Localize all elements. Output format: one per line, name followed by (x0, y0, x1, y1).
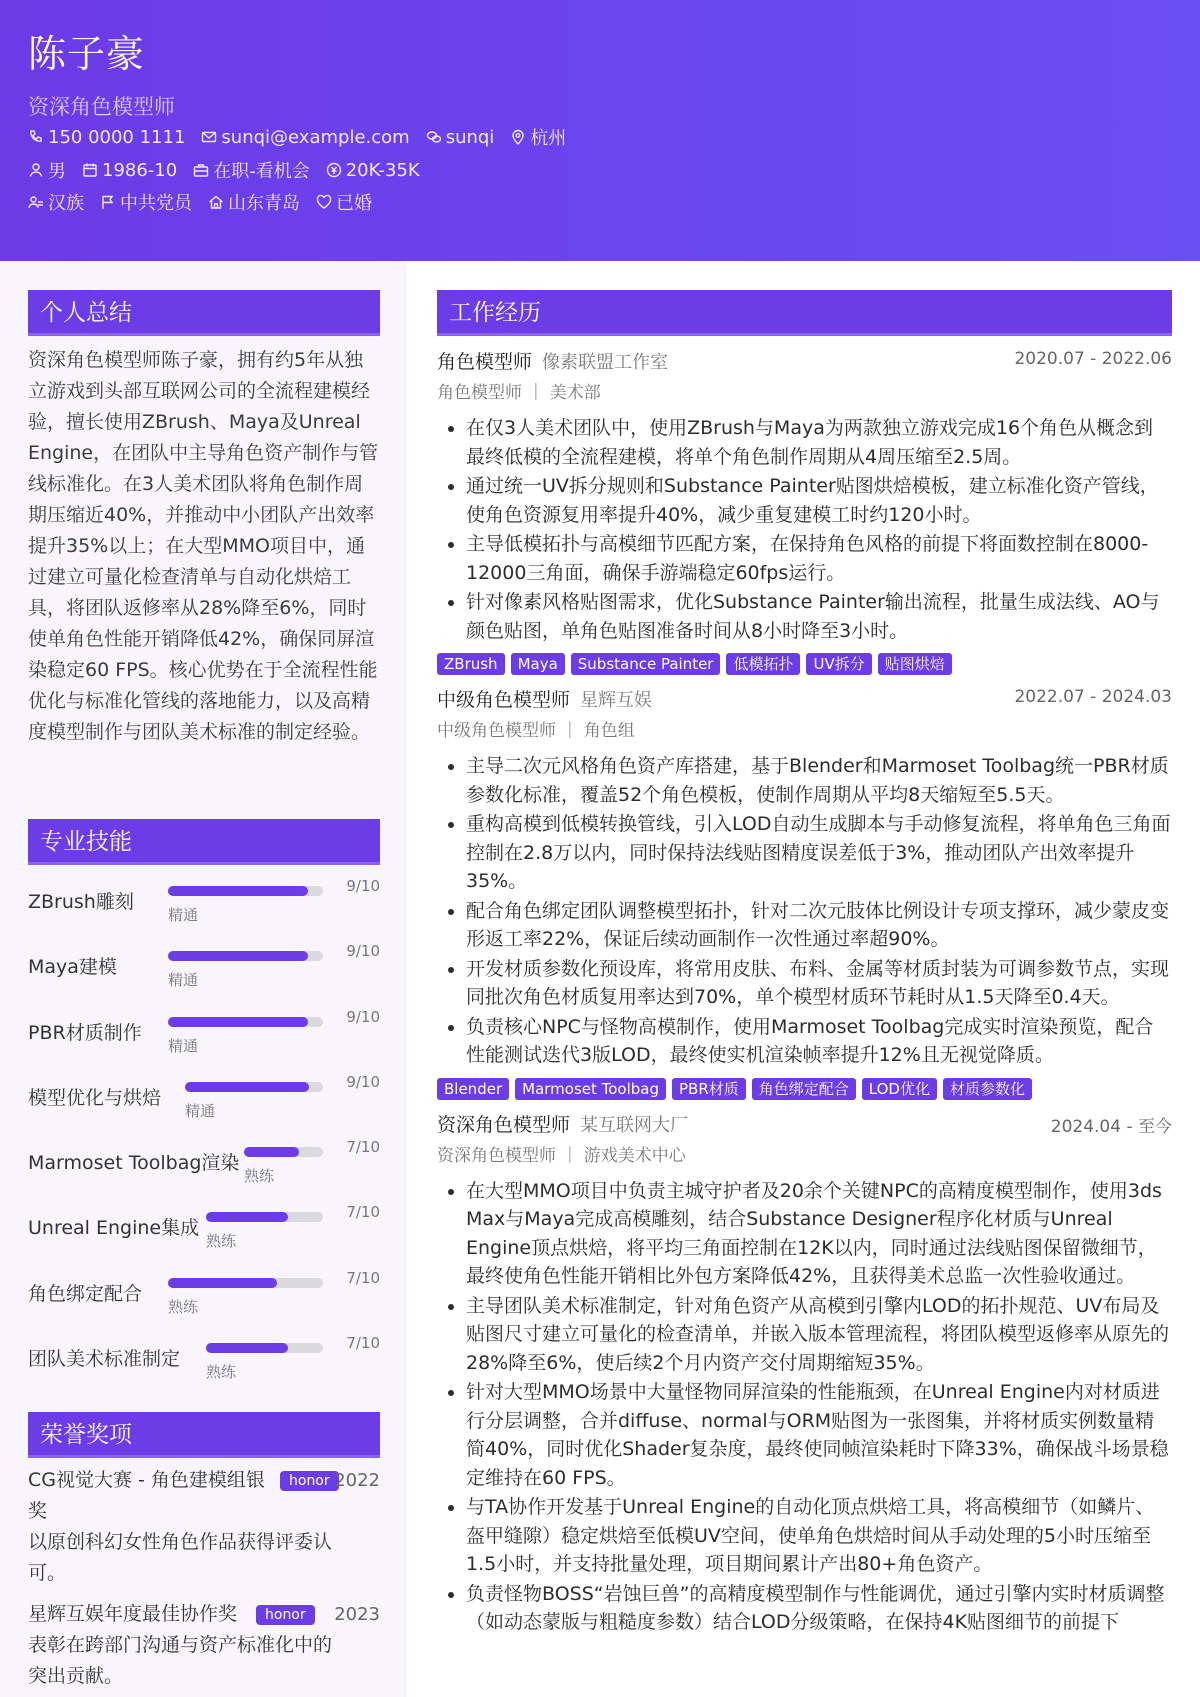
honor-item (28, 1465, 380, 1589)
skill-bar-fill (244, 1147, 299, 1157)
job-bullets (437, 752, 1172, 1070)
skill-tag: 角色绑定配合 (752, 1078, 856, 1100)
wechat-icon (426, 129, 442, 145)
politics-text: 中共党员 (120, 193, 192, 214)
birth-item (82, 160, 177, 181)
marital-text: 已婚 (336, 193, 372, 214)
job-company: 像素联盟工作室 (542, 352, 669, 373)
skill-bar (244, 1147, 323, 1157)
job-bullet: • 负责核心NPC与怪物高模制作，使用Marmoset Toolbag完成实时渲染预览，配合性能测试迭代3版LOD，最终使实机渲染帧率提升12%且无视觉降质。 (466, 1013, 1172, 1070)
contact-row (28, 124, 566, 150)
politics-item (100, 189, 192, 215)
job-company: 某互联网大厂 (580, 1114, 689, 1136)
skill-level: 精通 (168, 1036, 199, 1055)
job-title: 资深角色模型师 (437, 1113, 571, 1136)
user-icon (28, 162, 44, 178)
skill-tag: LOD优化 (862, 1078, 937, 1100)
skill-tag: Maya (511, 653, 565, 675)
skill-name: 团队美术标准制定 (28, 1348, 181, 1371)
skill-score: 9/10 (346, 1072, 380, 1091)
honor-item (28, 1599, 380, 1692)
skill-score: 9/10 (346, 942, 380, 961)
phone-item (28, 127, 185, 148)
salary-item (326, 160, 420, 181)
personal-row (28, 157, 420, 183)
skill-score: 7/10 (346, 1268, 380, 1287)
skill-tag: 材质参数化 (943, 1078, 1032, 1100)
skill-row (28, 1073, 380, 1138)
skills-heading: 专业技能 (28, 819, 380, 865)
job-bullet: • 重构高模到低模转换管线，引入LOD自动生成脚本与手动修复流程，将单角色三角面控制在2.8万以内，同时保持法线贴图精度误差低于3%，推动团队产出效率提升35%。 (466, 810, 1172, 896)
flag-icon (100, 194, 116, 210)
honor-name: CG视觉大赛 - 角色建模组银奖 (28, 1469, 265, 1522)
skill-bar (168, 1278, 323, 1288)
ethnicity-item (28, 189, 84, 215)
job-title: 角色模型师 (437, 351, 533, 373)
status-text: 在职-看机会 (213, 161, 310, 182)
skill-row (28, 1269, 380, 1334)
email-text: sunqi@example.com (221, 126, 410, 148)
honors-heading: 荣誉奖项 (28, 1412, 380, 1458)
job-entry (437, 682, 1172, 1100)
honor-badge: honor (256, 1605, 315, 1625)
job-bullet: • 主导低模拓扑与高模细节匹配方案，在保持角色风格的前提下将面数控制在8000-12000三角面，确保手游端稳定60fps运行。 (466, 530, 1172, 587)
job-bullet: • 在仅3人美术团队中，使用ZBrush与Maya为两款独立游戏完成16个角色从概念到最终低模的全流程建模，将单个角色制作周期从4周压缩至2.5周。 (466, 414, 1172, 471)
resume-header (0, 0, 1200, 261)
job-bullets (437, 1177, 1172, 1637)
skill-name: Unreal Engine集成 (28, 1217, 200, 1240)
summary-section (28, 290, 380, 748)
honors-section (28, 1412, 380, 1692)
skill-level: 精通 (168, 971, 199, 990)
hometown-item (208, 189, 300, 215)
skill-level: 精通 (168, 906, 199, 924)
skill-name: ZBrush雕刻 (28, 891, 134, 913)
job-subtitle: 资深角色模型师 ｜ 游戏美术中心 (437, 1145, 686, 1166)
skill-row (28, 1203, 380, 1268)
skill-bar (206, 1212, 323, 1222)
job-date: 2020.07 - 2022.06 (1014, 349, 1172, 369)
skill-tag: 低模拓扑 (726, 653, 800, 675)
heart-icon (316, 194, 332, 210)
job-company: 星辉互娱 (580, 690, 653, 711)
skill-level: 熟练 (206, 1232, 237, 1251)
home-icon (208, 194, 224, 210)
skill-bar (185, 1082, 323, 1092)
skill-row (28, 1138, 380, 1203)
skill-level: 熟练 (206, 1363, 237, 1382)
gender-text: 男 (48, 161, 66, 182)
honor-description: 表彰在跨部门沟通与资产标准化中的突出贡献。 (28, 1634, 333, 1687)
honor-name: 星辉互娱年度最佳协作奖 (28, 1603, 238, 1625)
skill-level: 熟练 (168, 1297, 199, 1316)
summary-heading: 个人总结 (28, 290, 380, 336)
gender-item (28, 157, 66, 183)
job-bullet: • 与TA协作开发基于Unreal Engine的自动化顶点烘焙工具，将高模细节（如鳞片、盔甲缝隙）稳定烘焙至低模UV空间，使单角色烘焙时间从手动处理的5小时压缩至1.5小时，并支持批量处理，项目期间累计产出80+角色资产。 (466, 1493, 1172, 1579)
work-heading: 工作经历 (437, 290, 1172, 336)
skill-name: Maya建模 (28, 956, 117, 979)
salary-text: 20K-35K (345, 159, 420, 181)
marital-item (316, 189, 372, 215)
job-entry (437, 344, 1172, 675)
skill-bar-fill (185, 1082, 309, 1092)
skill-tag: ZBrush (437, 653, 505, 675)
skill-row (28, 877, 380, 942)
wechat-text: sunqi (445, 126, 495, 148)
job-header (437, 1107, 1172, 1141)
money-icon (326, 162, 342, 178)
hometown-text: 山东青岛 (228, 193, 300, 214)
skill-row (28, 942, 380, 1007)
candidate-title: 资深角色模型师 (28, 95, 175, 119)
briefcase-icon (193, 162, 209, 178)
skill-bar (168, 951, 323, 961)
background-row (28, 189, 372, 215)
skill-score: 7/10 (346, 1203, 380, 1222)
honor-year: 2023 (334, 1604, 380, 1625)
job-subtitle: 中级角色模型师 ｜ 角色组 (437, 721, 635, 741)
skill-bar-fill (206, 1343, 288, 1353)
skill-tag: UV拆分 (806, 653, 871, 675)
wechat-item (426, 127, 495, 148)
skill-tag: PBR材质 (672, 1078, 746, 1100)
candidate-name: 陈子豪 (28, 32, 146, 76)
skill-name: 角色绑定配合 (28, 1282, 143, 1305)
job-bullet: • 主导团队美术标准制定，针对角色资产从高模到引擎内LOD的拓扑规范、UV布局及贴图尺寸建立可量化的检查清单，并嵌入版本管理流程，将团队模型返修率从原先的28%降至6%，使后续2个月内资产交付周期缩短35%。 (466, 1292, 1172, 1378)
skill-name: PBR材质制作 (28, 1021, 142, 1044)
location-icon (510, 129, 526, 145)
honor-badge: honor (280, 1471, 339, 1491)
skill-level: 熟练 (244, 1167, 275, 1186)
job-bullet: • 通过统一UV拆分规则和Substance Painter贴图烘焙模板，建立标准化资产管线，使角色资源复用率提升40%，减少重复建模工时约120小时。 (466, 472, 1172, 529)
status-item (193, 157, 310, 183)
job-header (437, 344, 1172, 378)
job-title-wrap (437, 1110, 688, 1137)
birth-text: 1986-10 (102, 159, 178, 181)
skill-bar-fill (168, 1278, 277, 1288)
job-list (437, 344, 1172, 1637)
job-title-wrap (437, 685, 652, 712)
skills-list (28, 877, 380, 1399)
group-icon (28, 194, 44, 210)
skill-level: 精通 (185, 1101, 216, 1120)
job-tags (437, 1078, 1172, 1100)
skill-bar-fill (168, 951, 308, 961)
job-title: 中级角色模型师 (437, 689, 571, 711)
job-tags (437, 653, 1172, 675)
mail-icon (201, 129, 217, 145)
job-header (437, 682, 1172, 716)
ethnicity-text: 汉族 (48, 193, 84, 214)
skill-score: 9/10 (346, 1007, 380, 1026)
left-column (0, 261, 407, 1697)
email-item (201, 127, 409, 148)
job-date: 2022.07 - 2024.03 (1014, 687, 1172, 707)
skill-score: 7/10 (346, 1334, 380, 1353)
job-bullet: • 针对大型MMO场景中大量怪物同屏渲染的性能瓶颈，在Unreal Engine内对材质进行分层调整，合并diffuse、normal与ORM贴图为一张图集，并将材质实例数量精简40%，同时优化Shader复杂度，最终使同帧渲染耗时下降33%，确保战斗场景稳定维持在60 FPS。 (466, 1378, 1172, 1492)
skill-bar (168, 1017, 323, 1027)
skill-bar (206, 1343, 323, 1353)
city-text: 杭州 (530, 128, 567, 149)
job-entry (437, 1107, 1172, 1637)
job-title-wrap (437, 347, 668, 374)
calendar-icon (82, 162, 98, 178)
skill-score: 7/10 (346, 1138, 380, 1157)
skill-tag: 贴图烘焙 (878, 653, 952, 675)
skill-row (28, 1334, 380, 1399)
phone-icon (28, 129, 44, 145)
skill-score: 9/10 (346, 877, 380, 895)
job-bullet: • 配合角色绑定团队调整模型拓扑，针对二次元肢体比例设计专项支撑环，减少蒙皮变形返工率22%，保证后续动画制作一次性通过率超90%。 (466, 897, 1172, 954)
job-bullet: • 开发材质参数化预设库，将常用皮肤、布料、金属等材质封装为可调参数节点，实现同批次角色材质复用率达到70%，单个模型材质环节耗时从1.5天降至0.4天。 (466, 955, 1172, 1012)
work-section (437, 261, 1172, 1638)
skill-bar-fill (168, 886, 308, 896)
job-bullet: • 针对像素风格贴图需求，优化Substance Painter输出流程，批量生成法线、AO与颜色贴图，单角色贴图准备时间从8小时降至3小时。 (466, 588, 1172, 645)
honor-description: 以原创科幻女性角色作品获得评委认可。 (28, 1531, 333, 1584)
skill-name: Marmoset Toolbag渲染 (28, 1152, 240, 1175)
summary-text: 资深角色模型师陈子豪，拥有约5年从独立游戏到头部互联网公司的全流程建模经验，擅长使用ZBrush、Maya及Unreal Engine，在团队中主导角色资产制作与管线标准化。在3人美术团队将角色制作周期压缩近40%，并推动中小团队产出效率提升35%以上；在大型MMO项目中，通过建立可量化检查清单与自动化烘焙工具，将团队返修率从28%降至6%，同时使单角色性能开销降低42%，确保同屏渲染稳定60 FPS。核心优势在于全流程性能优化与标准化管线的落地能力，以及高精度模型制作与团队美术标准的制定经验。 (28, 349, 379, 743)
job-bullet: • 主导二次元风格角色资产库搭建，基于Blender和Marmoset Toolbag统一PBR材质参数化标准，覆盖52个角色模板，使制作周期从平均8天缩短至5.5天。 (466, 752, 1172, 809)
skill-row (28, 1008, 380, 1073)
skills-section (28, 819, 380, 1399)
skill-bar-fill (206, 1212, 288, 1222)
skill-bar (168, 886, 323, 896)
job-bullets (437, 414, 1172, 645)
skill-bar-fill (168, 1017, 308, 1027)
skill-tag: Blender (437, 1078, 509, 1100)
job-date: 2024.04 - 至今 (1050, 1116, 1172, 1137)
phone-text: 150 0000 1111 (48, 126, 186, 148)
skill-tag: Marmoset Toolbag (515, 1078, 666, 1100)
honor-year: 2022 (334, 1470, 380, 1491)
city-item (510, 124, 566, 150)
job-bullet: • 负责怪物BOSS“岩蚀巨兽”的高精度模型制作与性能调优，通过引擎内实时材质调整（如动态蒙版与粗糙度参数）结合LOD分级策略，在保持4K贴图细节的前提下 (466, 1580, 1172, 1637)
skill-name: 模型优化与烘焙 (28, 1086, 162, 1109)
job-subtitle: 角色模型师 ｜ 美术部 (437, 383, 601, 403)
skill-tag: Substance Painter (571, 653, 721, 675)
job-bullet: • 在大型MMO项目中负责主城守护者及20余个关键NPC的高精度模型制作，使用3ds Max与Maya完成高模雕刻，结合Substance Designer程序化材质与Unreal Engine顶点烘焙，将平均三角面控制在12K以内，同时通过法线贴图保留微细节，最终使角色性能开销相比外包方案降低42%，且获得美术总监一次性验收通过。 (466, 1177, 1172, 1291)
